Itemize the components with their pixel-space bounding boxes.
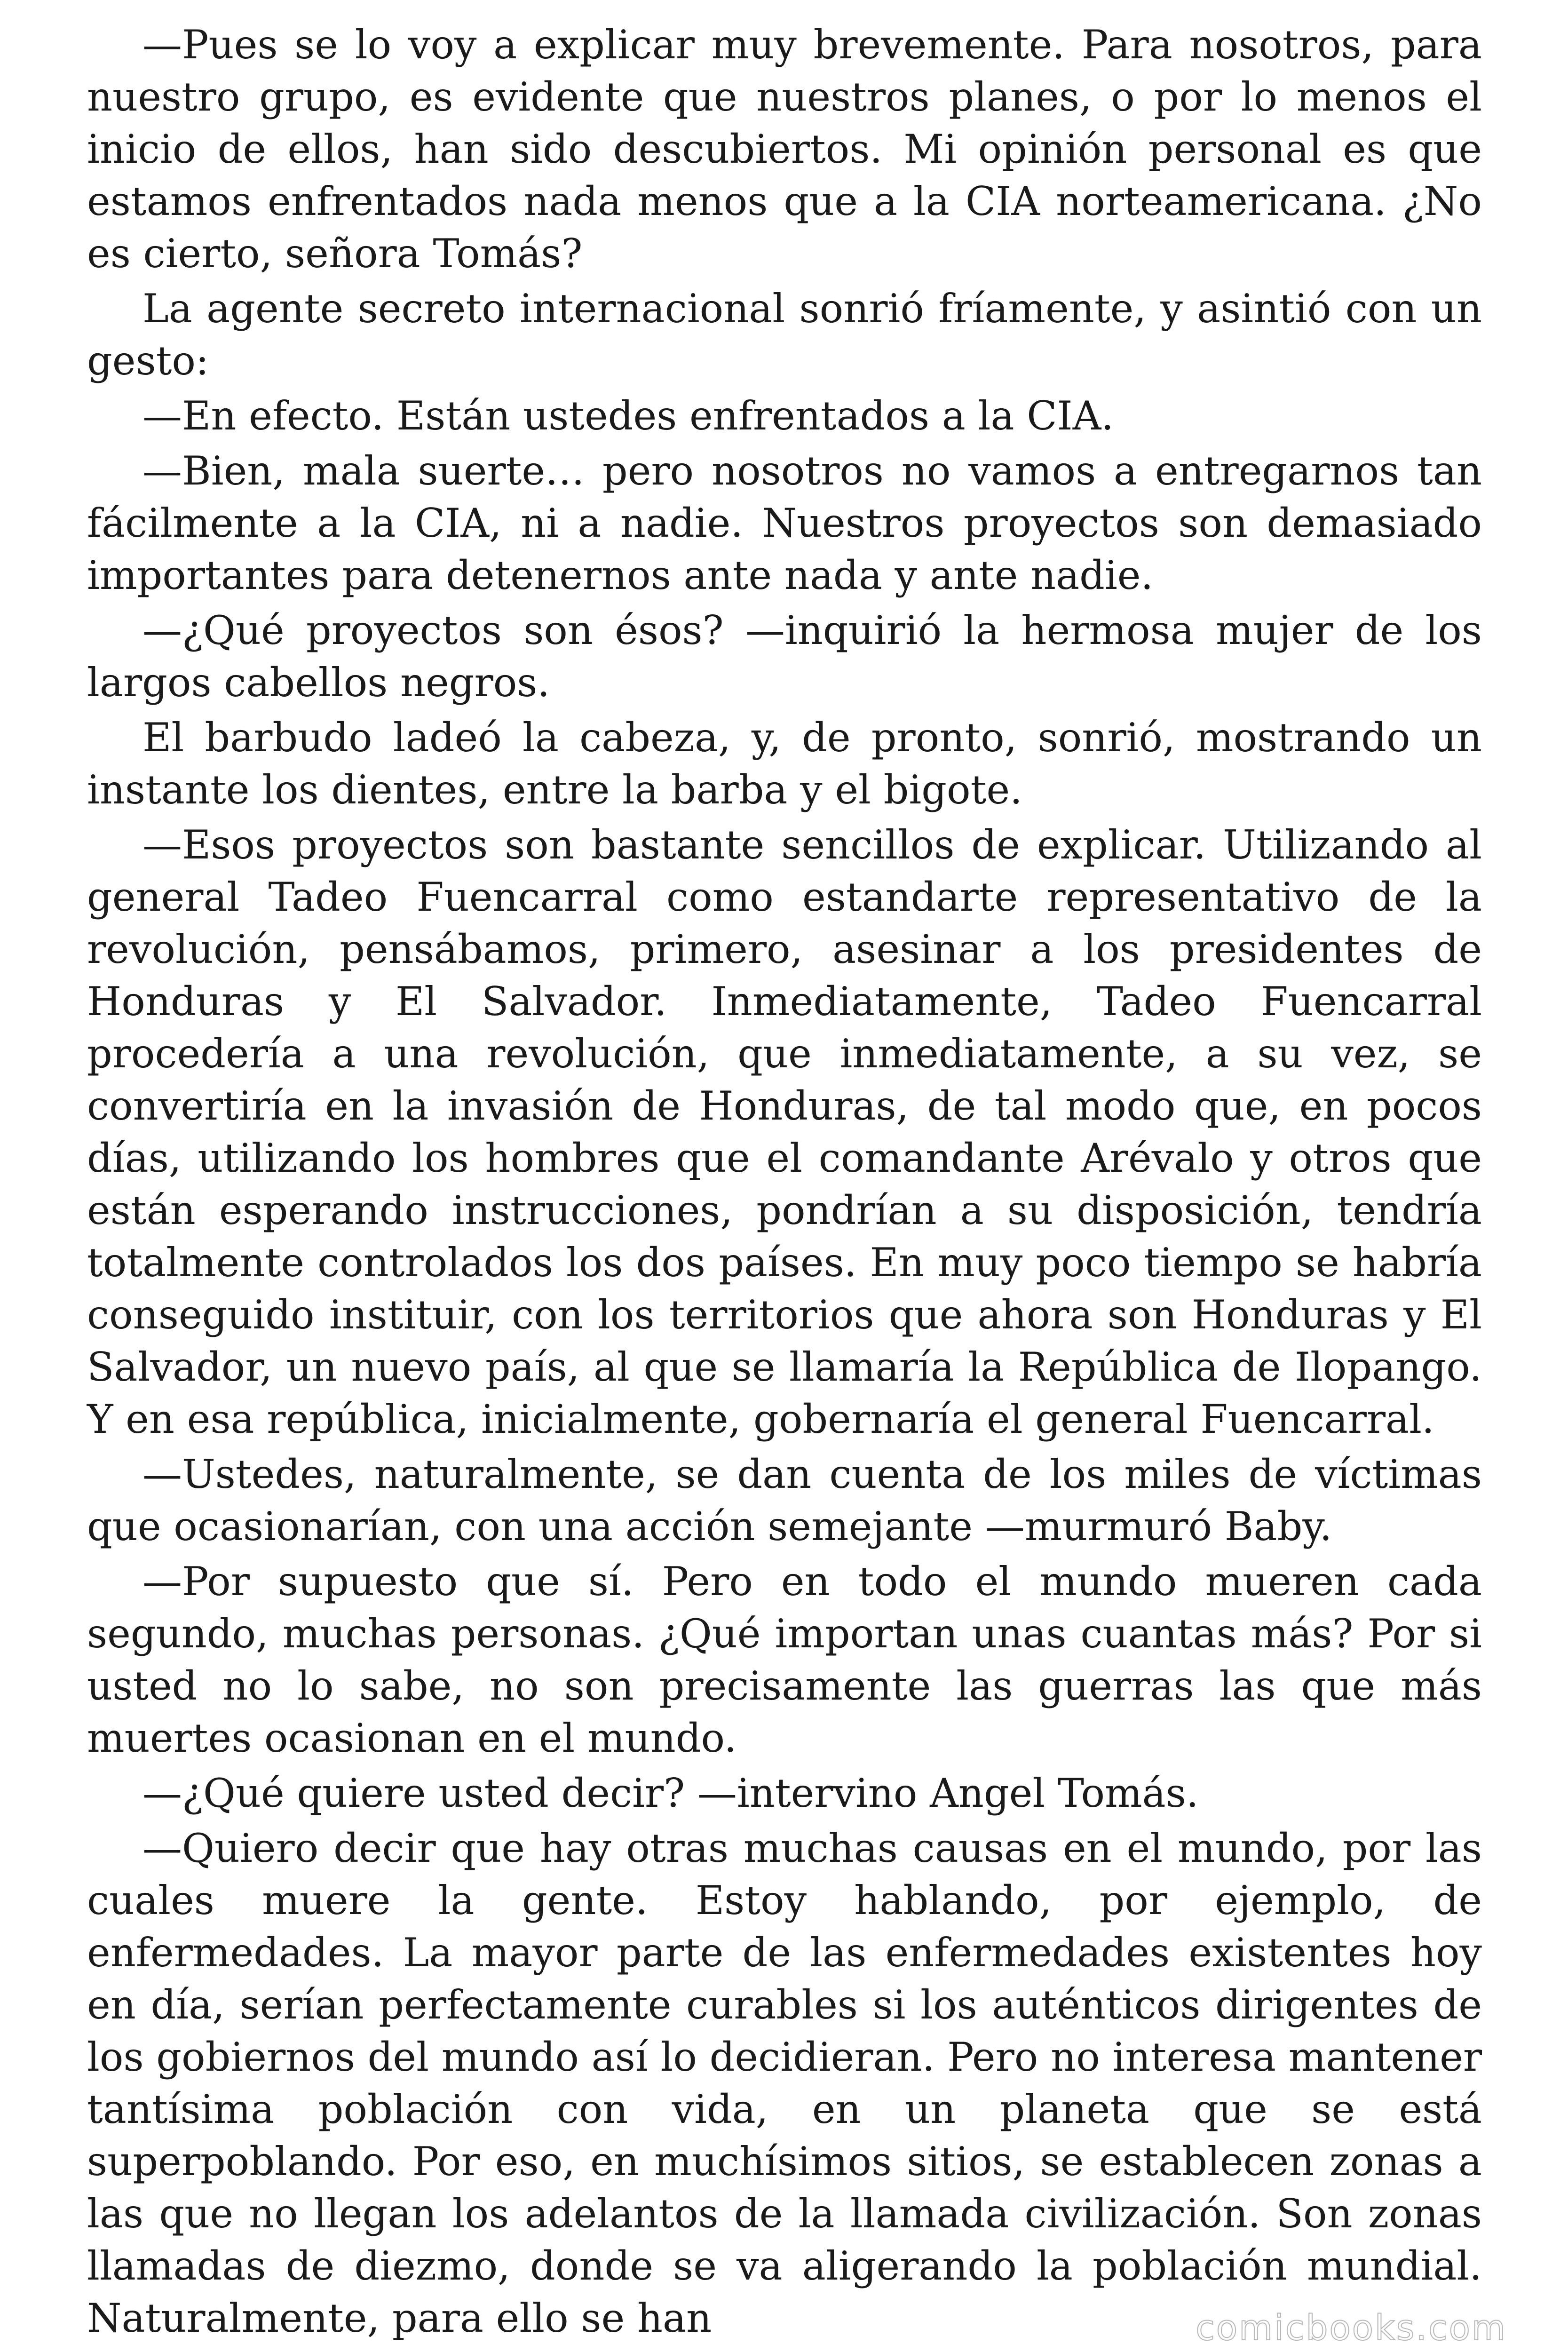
paragraph-8: —Ustedes, naturalmente, se dan cuenta de los miles de víctimas que ocasionarían, con una acción semejante —murmuró Baby. xyxy=(87,1451,1482,1549)
paragraph-11: —Quiero decir que hay otras muchas causas en el mundo, por las cuales muere la gente. Estoy hablando, por ejemplo, de enfermedades. La mayor parte de las enfermedades existentes hoy en día, serían perfectamente curables si los auténticos dirigentes de los gobiernos del mundo así lo decidieran. Pero no interesa mantener tantísima población con vida, en un planeta que se está superpoblando. Por eso, en muchísimos sitios, se establecen zonas a las que no llegan los adelantos de la llamada civilización. Son zonas llamadas de diezmo, donde se va aligerando la población mundial. Naturalmente, para ello se han xyxy=(87,1825,1482,2341)
paragraph-5: —¿Qué proyectos son ésos? —inquirió la hermosa mujer de los largos cabellos negros. xyxy=(87,607,1482,706)
paragraph-1: —Pues se lo voy a explicar muy brevemente. Para nosotros, para nuestro grupo, es evidente que nuestros planes, o por lo menos el inicio de ellos, han sido descubiertos. Mi opinión personal es que estamos enfrentados nada menos que a la CIA norteamericana. ¿No es cierto, señora Tomás? xyxy=(87,22,1482,277)
body-text xyxy=(87,19,1482,2347)
paragraph-4: —Bien, mala suerte… pero nosotros no vamos a entregarnos tan fácilmente a la CIA, ni a nadie. Nuestros proyectos son demasiado importantes para detenernos ante nada y ante nadie. xyxy=(87,448,1482,598)
paragraph-3: —En efecto. Están ustedes enfrentados a la CIA. xyxy=(143,393,1114,439)
watermark: comicbooks.com xyxy=(1196,2308,1507,2348)
paragraph-9: —Por supuesto que sí. Pero en todo el mundo mueren cada segundo, muchas personas. ¿Qué importan unas cuantas más? Por si usted no lo sabe, no son precisamente las guerras las que más muertes ocasionan en el mundo. xyxy=(87,1558,1482,1761)
paragraph-7: —Esos proyectos son bastante sencillos de explicar. Utilizando al general Tadeo Fuencarral como estandarte representativo de la revolución, pensábamos, primero, asesinar a los presidentes de Honduras y El Salvador. Inmediatamente, Tadeo Fuencarral procedería a una revolución, que inmediatamente, a su vez, se convertiría en la invasión de Honduras, de tal modo que, en pocos días, utilizando los hombres que el comandante Arévalo y otros que están esperando instrucciones, pondrían a su disposición, tendría totalmente controlados los dos países. En muy poco tiempo se habría conseguido instituir, con los territorios que ahora son Honduras y El Salvador, un nuevo país, al que se llamaría la República de Ilopango. Y en esa república, inicialmente, gobernaría el general Fuencarral. xyxy=(87,822,1482,1442)
paragraph-10: —¿Qué quiere usted decir? —intervino Angel Tomás. xyxy=(143,1770,1199,1816)
paragraph-6: El barbudo ladeó la cabeza, y, de pronto, sonrió, mostrando un instante los dientes, entre la barba y el bigote. xyxy=(87,715,1482,813)
paragraph-2: La agente secreto internacional sonrió fríamente, y asintió con un gesto: xyxy=(87,286,1482,384)
